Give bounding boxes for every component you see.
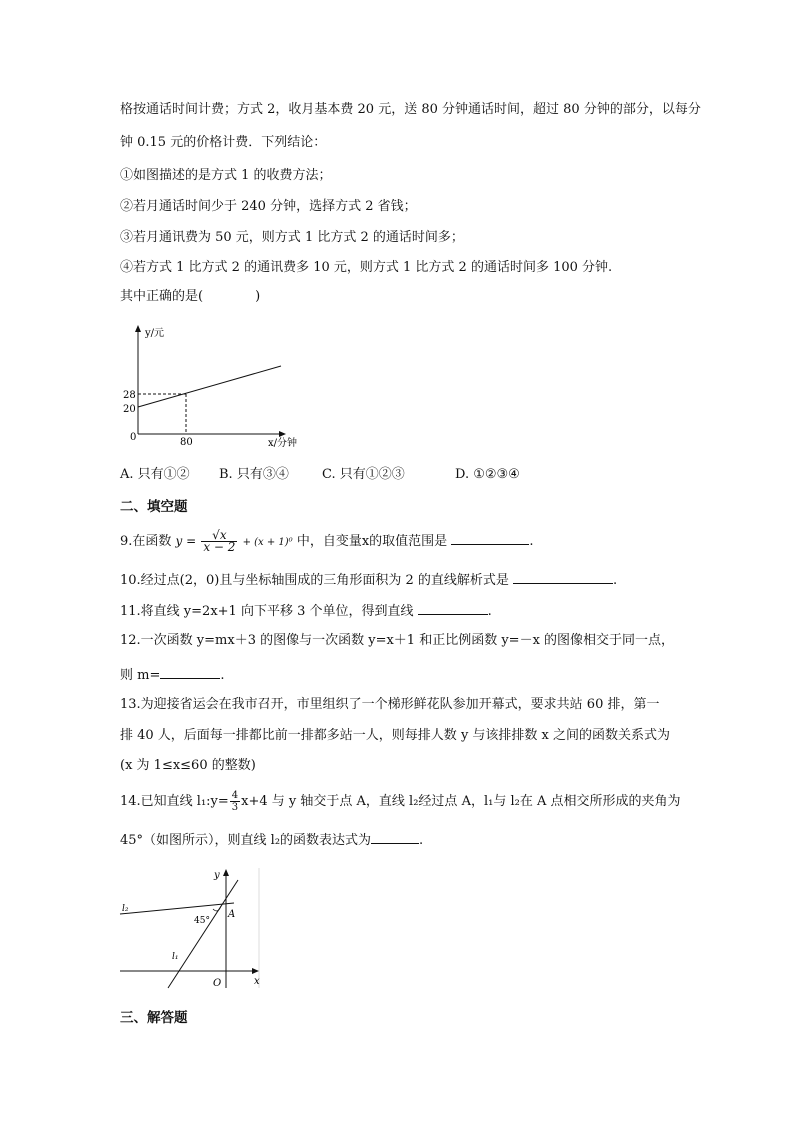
y-tick-20: 20: [123, 404, 136, 415]
q9-period: .: [529, 534, 534, 549]
q11-answer-blank[interactable]: [418, 600, 488, 615]
q9-tail: + (x + 1)⁰: [242, 537, 293, 548]
y-tick-28: 28: [123, 390, 136, 401]
option-a[interactable]: A. 只有①②: [120, 467, 190, 482]
q14-period: .: [419, 833, 424, 848]
q14-denominator: 3: [231, 802, 239, 813]
question-9: [120, 526, 533, 556]
question-12-line-2: [120, 664, 225, 686]
statement-2: ②若月通话时间少于 240 分钟，选择方式 2 省钱；: [120, 199, 417, 214]
cost-graph: [118, 322, 318, 447]
text-line-2: 钟 0.15 元的价格计费．下列结论：: [120, 135, 327, 150]
q9-suffix: 中，自变量x的取值范围是: [296, 534, 448, 549]
q12-period: .: [220, 668, 225, 683]
x-tick-80: 80: [180, 437, 193, 447]
question-10: [120, 569, 617, 591]
q9-y-equals: y =: [175, 534, 197, 548]
question-13-line-3: (x 为 1≤x≤60 的整数): [120, 758, 256, 773]
q10-text: 10.经过点(2，0)且与坐标轴围成的三角形面积为 2 的直线解析式是: [120, 573, 509, 588]
y-axis-label: y: [214, 870, 220, 881]
q11-period: .: [487, 604, 492, 619]
q9-denominator: x − 2: [203, 540, 236, 554]
point-a-label: A: [228, 909, 236, 920]
question-11: [120, 600, 492, 622]
x-axis-label: x: [254, 976, 260, 987]
q12-text: 则 m=: [120, 668, 161, 683]
question-prompt: 其中正确的是( ): [120, 289, 261, 304]
q14-mid: x+4 与 y 轴交于点 A，直线 l₂经过点 A，l₁与 l₂在 A 点相交所形成的夹角为: [241, 794, 681, 809]
q14-prefix: 14.已知直线 l₁:y=: [120, 794, 229, 809]
question-13-line-2: 排 40 人，后面每一排都比前一排都多站一人，则每排人数 y 与该排排数 x 之间的函数关系式为: [120, 728, 671, 743]
section-fill-in-heading: 二、填空题: [120, 499, 188, 515]
text-line-1: 格按通话时间计费；方式 2，收月基本费 20 元，送 80 分钟通话时间，超过 80 分钟的部分，以每分: [120, 102, 701, 117]
option-d[interactable]: D. ①②③④: [455, 467, 520, 482]
question-14-line-2: [120, 829, 423, 851]
q10-period: .: [613, 573, 618, 588]
q14-answer-blank[interactable]: [371, 829, 419, 844]
origin-label: 0: [130, 432, 137, 443]
section-answer-heading: 三、解答题: [120, 1010, 188, 1026]
q14-text: 45°（如图所示），则直线 l₂的函数表达式为: [120, 833, 372, 848]
q9-numerator: √x: [201, 530, 237, 542]
option-c[interactable]: C. 只有①②③: [322, 467, 405, 482]
question-13-line-1: 13.为迎接省运会在我市召开，市里组织了一个梯形鲜花队参加开幕式，要求共站 60 排，第一: [120, 697, 660, 712]
question-14-line-1: [120, 786, 680, 818]
lines-graph: [116, 864, 266, 992]
statement-4: ④若方式 1 比方式 2 的通讯费多 10 元，则方式 1 比方式 2 的通话时间多 100 分钟.: [120, 260, 613, 275]
q14-numerator: 4: [231, 790, 239, 801]
statement-3: ③若月通讯费为 50 元，则方式 1 比方式 2 的通话时间多；: [120, 230, 464, 245]
l2-label: l₂: [122, 904, 129, 914]
y-axis-label: y/元: [145, 328, 165, 339]
q9-answer-blank[interactable]: [451, 530, 529, 545]
q9-fraction: [201, 530, 237, 553]
x-axis-label: x/分钟: [268, 438, 298, 447]
q9-prefix: 9.在函数: [120, 534, 172, 549]
q14-fraction: [230, 790, 240, 813]
l1-label: l₁: [172, 952, 179, 962]
angle-label: 45°: [194, 916, 210, 926]
option-b[interactable]: B. 只有③④: [219, 467, 289, 482]
origin-label: O: [213, 978, 222, 989]
q12-answer-blank[interactable]: [160, 664, 220, 679]
answer-options: [120, 465, 680, 485]
q10-answer-blank[interactable]: [513, 569, 613, 584]
question-12-line-1: 12.一次函数 y=mx＋3 的图像与一次函数 y=x＋1 和正比例函数 y=－x 的图像相交于同一点，: [120, 633, 675, 648]
statement-1: ①如图描述的是方式 1 的收费方法；: [120, 168, 332, 183]
q11-text: 11.将直线 y=2x+1 向下平移 3 个单位，得到直线: [120, 604, 414, 619]
